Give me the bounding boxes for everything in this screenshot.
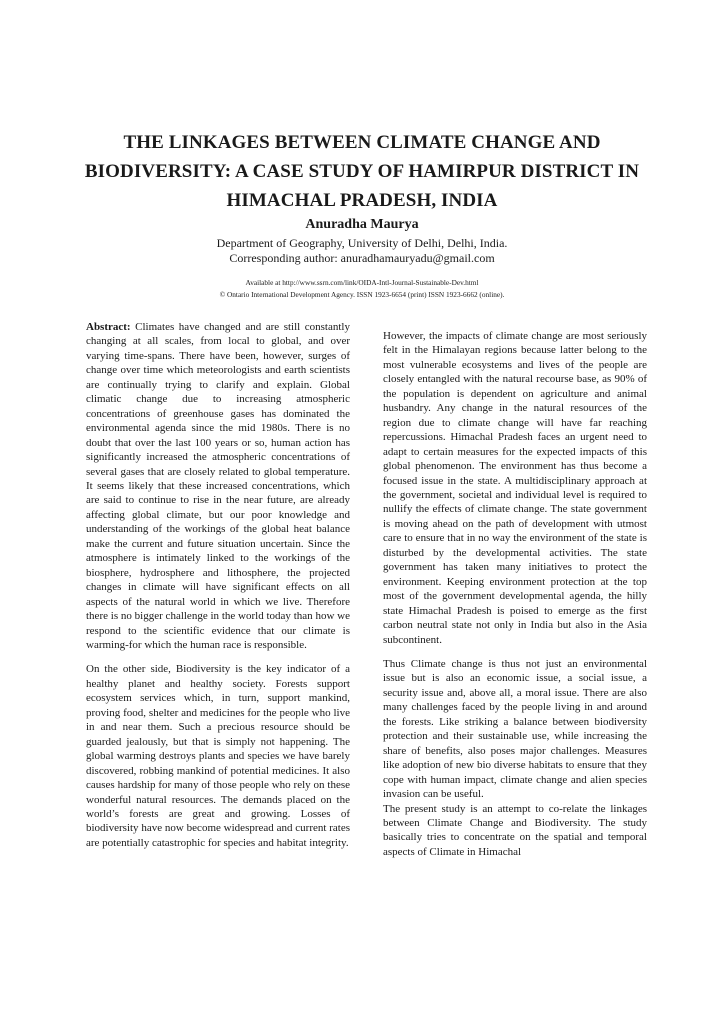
availability-line: Available at http://www.ssrn.com/link/OIDA-Intl-Journal-Sustainable-Dev.html	[245, 278, 479, 287]
title-line-2: BIODIVERSITY: A CASE STUDY OF HAMIRPUR DISTRICT IN	[84, 161, 640, 182]
body-paragraph-himalaya: However, the impacts of climate change are most seriously felt in the Himalayan regions because latter belong to the most vulnerable ecosystems and lives of the people are closely entangled with the natural recourse base, as 90% of the population is dependent on agriculture and animal husbandry. Any change in the natural resources of the region due to climate change will have far reaching repercussions. Himachal Pradesh faces an urgent need to adapt to certain measures for the expected impacts of this global phenomenon. The environment has thus become a focused issue in the state. A multidisciplinary approach at the government, societal and individual level is required to nullify the effects of climate change. The state government is moving ahead on the path of development with utmost care to ensure that in no way the environment of the state is disturbed by the developmental activities. The state government has taken many initiatives to protect the environment. Keeping environment protection at the top most of the government developmental agenda, the hilly state Himachal Pradesh is poised to emerge as the first carbon neutral state not only in India but also in the Asia subcontinent.	[383, 330, 647, 646]
body-paragraph-biodiversity: On the other side, Biodiversity is the key indicator of a healthy planet and healthy society. Forests support ecosystem services which, in turn, support mankind, proving food, shelter and medicines for the people who live in and near them. Such a precious resource should be guarded jealously, but that is simply not happening. The global warming destroys plants and species we have barely discovered, robbing mankind of potential medicines. It also causes hardship for many of those people who rely on these wonderful natural resources. The demands placed on the world’s forests are great and growing. Losses of biodiversity have now become widespread and current rates are potentially catastrophic for species and habitat integrity.	[86, 663, 350, 849]
body-paragraph-climate-issue: Thus Climate change is thus not just an environmental issue but is also an economic issue, a social issue, a security issue and, above all, a moral issue. There are also many challenges faced by the people living in and around the forests. Like striking a balance between biodiversity protection and their sustainable use, while increasing the share of benefits, also poses major challenges. Measures like adoption of new bio diverse habitats to ensure that they cope with human impact, climate change and alien species invasion can be useful.	[383, 657, 647, 801]
copyright-line: © Ontario International Development Agency. ISSN 1923-6654 (print) ISSN 1923-6662 (online).	[219, 290, 505, 299]
author-affiliation-block	[0, 236, 724, 266]
affiliation: Department of Geography, University of Delhi, Delhi, India.	[216, 236, 508, 250]
abstract-paragraph	[86, 320, 350, 652]
right-column	[383, 329, 647, 859]
author-name: Anuradha Maurya	[305, 217, 419, 232]
title-line-1: THE LINKAGES BETWEEN CLIMATE CHANGE AND	[123, 132, 601, 153]
publication-info	[0, 277, 724, 301]
title-line-3: HIMACHAL PRADESH, INDIA	[226, 190, 498, 211]
paper-title	[60, 128, 664, 215]
body-paragraph-present-study: The present study is an attempt to co-relate the linkages between Climate Change and Biodiversity. The study basically tries to concentrate on the spatial and temporal aspects of Climate in Himachal	[383, 802, 647, 858]
corresponding-author: Corresponding author: anuradhamauryadu@gmail.com	[229, 251, 495, 265]
abstract-label: Abstract:	[86, 321, 131, 333]
abstract-text: Climates have changed and are still constantly changing at all scales, from local to global, and over varying time-spans. There have been, however, surges of change over time which meteorologists and earth scientists are continually trying to clarify and explain. Global climatic change due to increasing atmospheric concentrations of greenhouse gases has dominated the environmental agenda since the mid 1980s. There is no doubt that over the last 100 years or so, human action has significantly increased the atmospheric concentrations of several gases that are closely related to global temperature. It seems likely that these increased concentrations, which are said to continue to rise in the near future, are already affecting global climate, but our poor knowledge and understanding of the workings of the global heat balance make the current and future situation uncertain. Since the atmosphere is intimately linked to the workings of the biosphere, hydrosphere and lithosphere, the projected changes in climate will have significant effects on all aspects of the natural world in which we live. Therefore there is no bigger challenge in the world today than how we respond to the scientific evidence that our climate is warming-for which the human race is responsible.	[86, 321, 350, 651]
left-column	[86, 320, 350, 850]
